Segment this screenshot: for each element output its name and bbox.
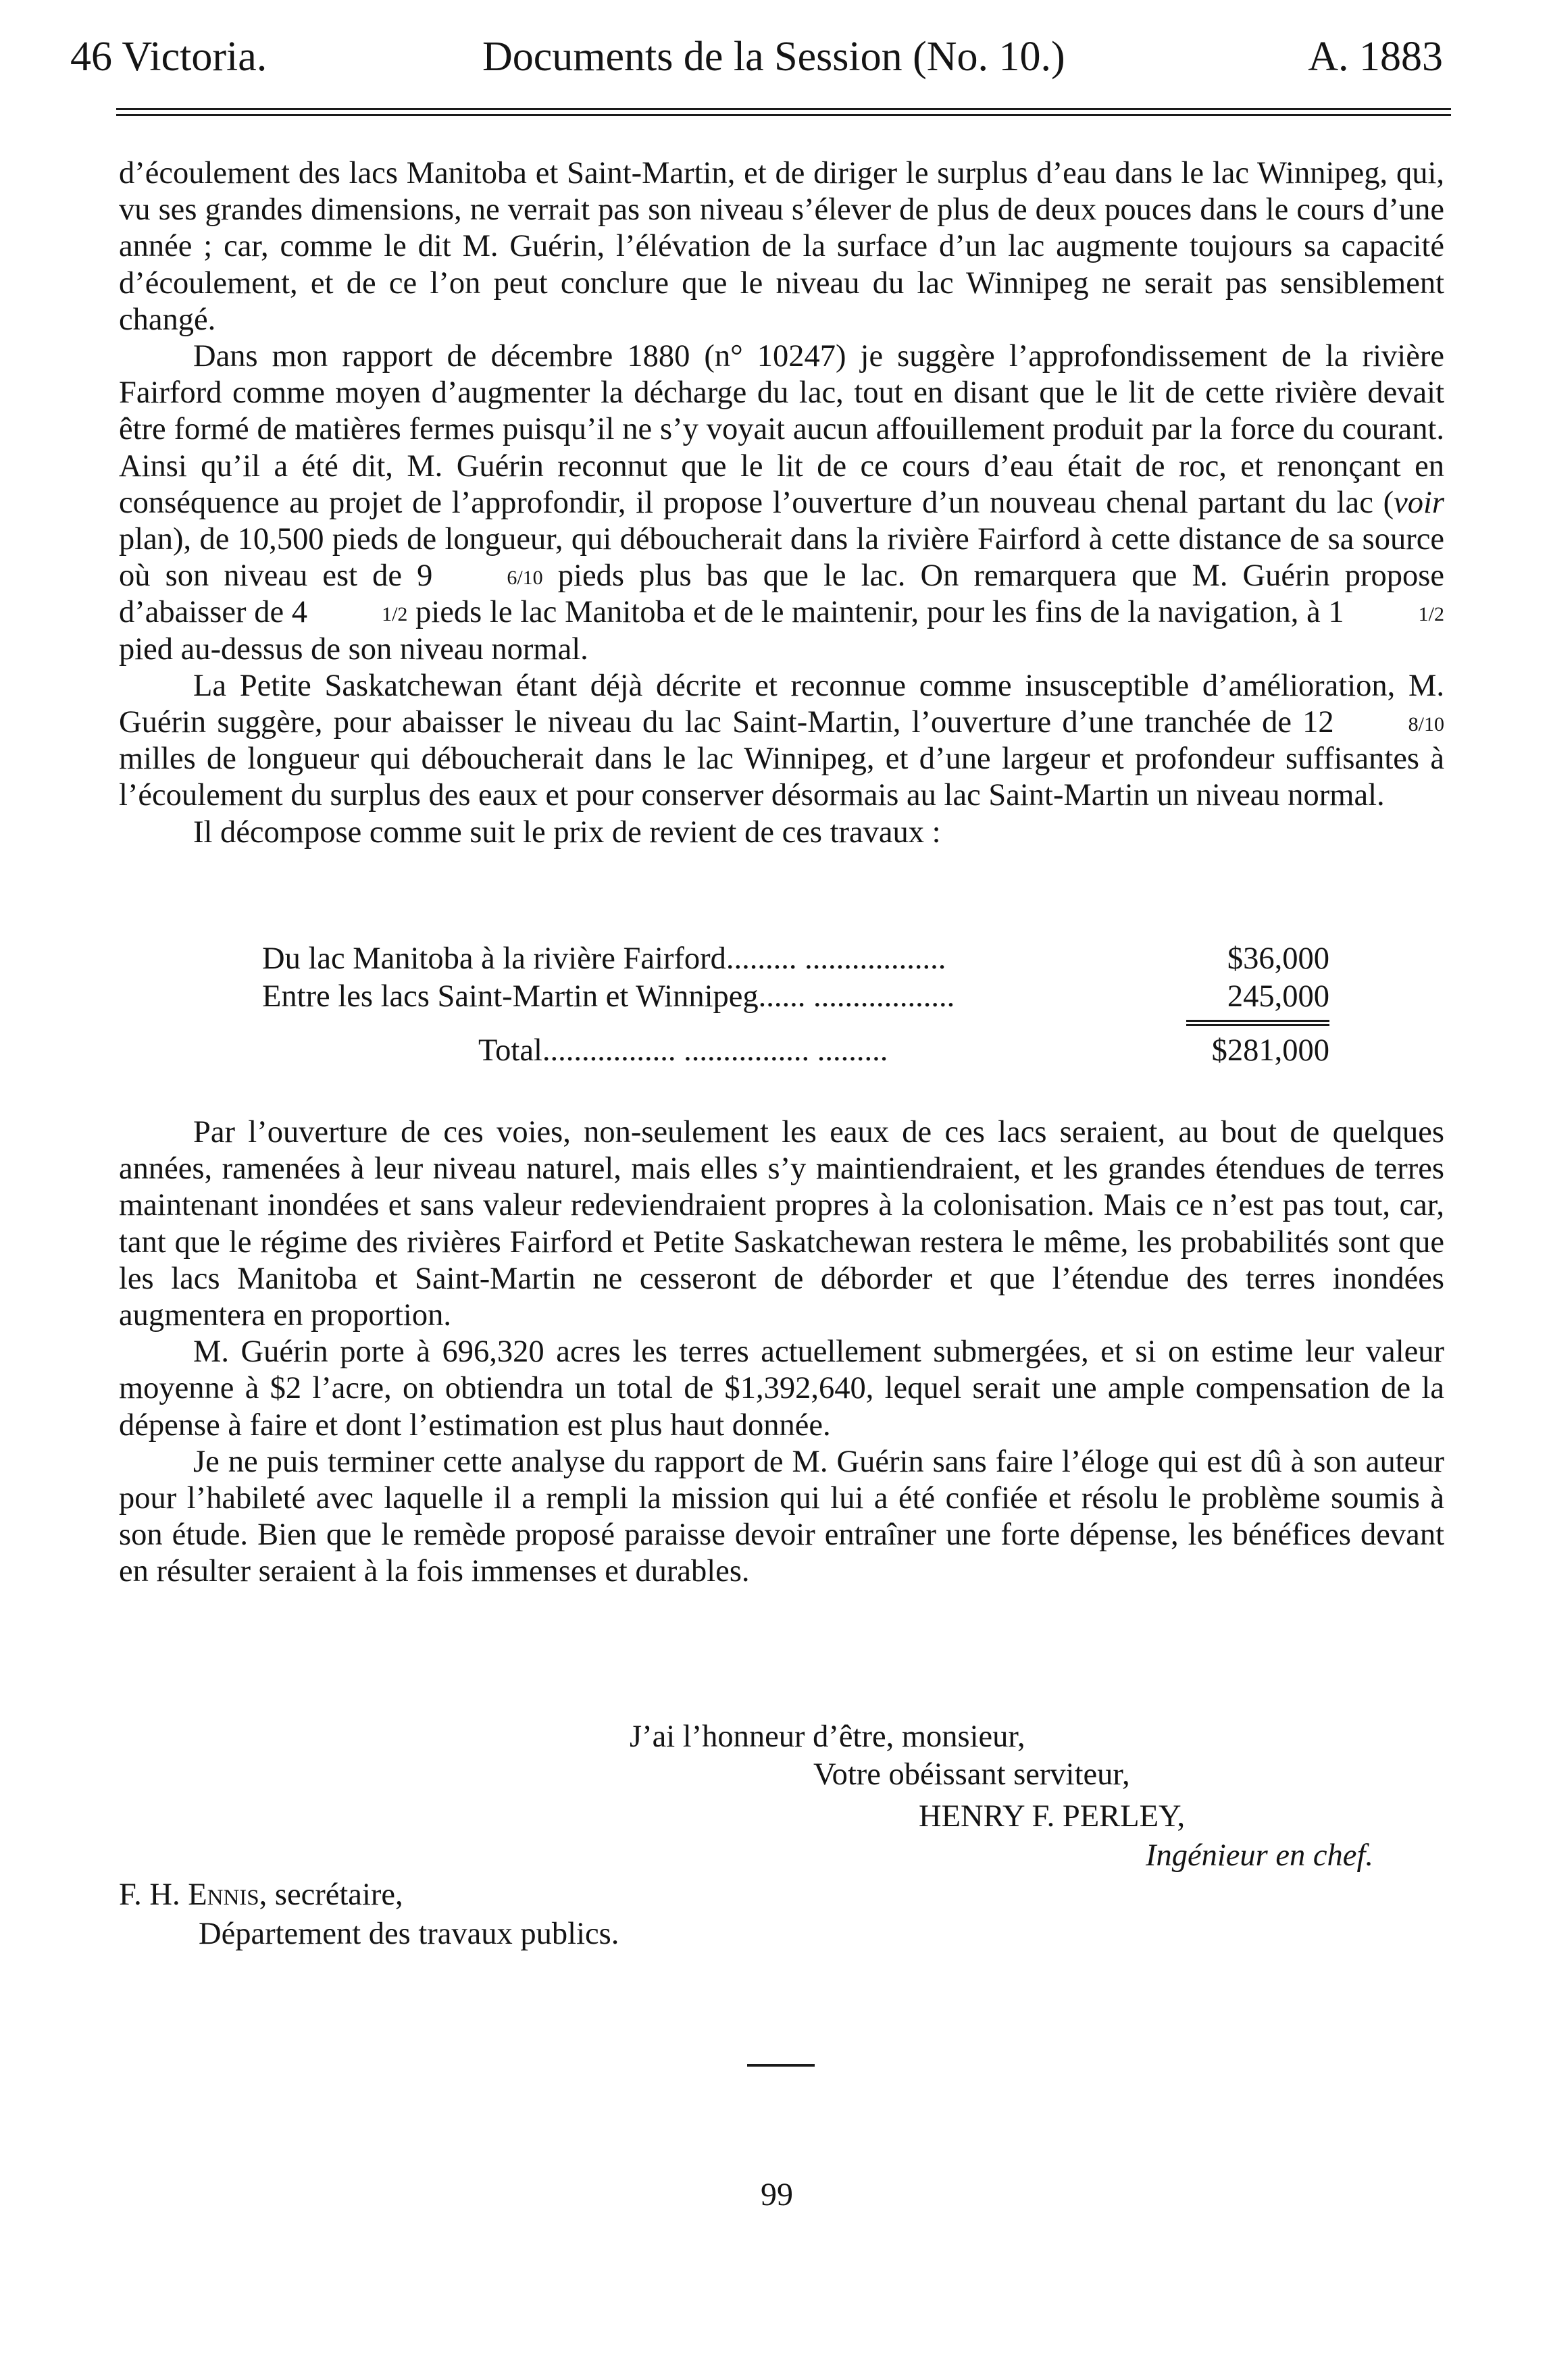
fraction: 1/2 — [1418, 603, 1445, 626]
paragraph-saskatchewan — [119, 668, 1444, 814]
signer-name: HENRY F. PERLEY, — [919, 1799, 1186, 1834]
text-run: pied au-dessus de son niveau normal. — [119, 631, 588, 667]
addressee-initials: F. H. — [119, 1878, 180, 1912]
total-rule-bottom — [1186, 1024, 1329, 1026]
body-upper — [119, 155, 1444, 851]
cost-label: Entre les lacs Saint-Martin et Winnipeg...... .................. — [262, 979, 955, 1014]
fraction: 8/10 — [1408, 713, 1444, 736]
total-amount: $281,000 — [1211, 1033, 1329, 1068]
cost-row — [262, 940, 1329, 978]
closing-honneur: J’ai l’honneur d’être, monsieur, — [630, 1719, 1025, 1754]
text-run: pieds le lac Manitoba et de le maintenir, pour les fins de la navigation, à 1 — [407, 595, 1344, 630]
addressee-role: , secrétaire, — [259, 1878, 403, 1912]
total-label: Total................. ................ ......... — [478, 1033, 888, 1068]
cost-table — [262, 940, 1329, 1070]
header-double-rule — [116, 108, 1451, 116]
fraction: 1/2 — [382, 603, 408, 626]
text-run: Dans mon rapport de décembre 1880 (n° 10247) je suggère l’approfondissement de la rivière Fairford comme moyen d’augmenter la décharge du lac, tout en disant que le lit de cette rivière devait être formé de matières fermes puisqu’il ne s’y voyait aucun affouillement produit par la force du courant. Ainsi qu’il a été dit, M. Guérin reconnut que le lit de ce cours d’eau était de roc, et renonçant en conséquence au projet de l’approfondir, il propose l’ouverture d’un nouveau chenal partant du lac ( — [119, 339, 1444, 520]
cost-total-row — [262, 1032, 1329, 1070]
addressee-department: Département des travaux publics. — [199, 1917, 619, 1951]
cost-label: Du lac Manitoba à la rivière Fairford......... .................. — [262, 941, 946, 976]
header-title: Documents de la Session (No. 10.) — [482, 34, 1065, 80]
text-run: La Petite Saskatchewan étant déjà décrite et reconnue comme insusceptible d’amélioration, M. Guérin suggère, pour abaisser le niveau du lac Saint-Martin, l’ouverture d’une tranchée de 12 — [119, 668, 1444, 740]
text-run: plan), de 10,500 pieds de longueur, qui déboucherait dans la rivière Fairford à cette distance de sa source où son niveau est de 9 — [119, 522, 1444, 594]
signer-title: Ingénieur en chef. — [1146, 1838, 1373, 1873]
header-session: 46 Victoria. — [70, 34, 268, 80]
cost-amount: 245,000 — [1227, 979, 1329, 1014]
text-run-italic: voir — [1394, 485, 1444, 520]
total-rule-top — [1186, 1020, 1329, 1022]
text-run: pieds plus bas que le lac. On remarquera que M. Guérin propose d’abaisser de 4 — [119, 559, 1444, 630]
body-lower — [119, 1114, 1444, 1590]
cost-amount: $36,000 — [1227, 941, 1329, 976]
paragraph-cost-intro: Il décompose comme suit le prix de revient de ces travaux : — [193, 814, 941, 850]
addressee — [119, 1876, 403, 1914]
running-header — [62, 28, 1443, 85]
paragraph-rapport — [119, 338, 1444, 668]
header-year: A. 1883 — [1308, 34, 1443, 80]
text-run: milles de longueur qui déboucherait dans le lac Winnipeg, et d’une largeur et profondeur suffisantes à l’écoulement du surplus des eaux et pour conserver désormais au lac Saint-Martin un niveau normal. — [119, 742, 1444, 813]
page-number: 99 — [761, 2177, 793, 2213]
cost-row — [262, 978, 1329, 1016]
closing-serviteur: Votre obéissant serviteur, — [813, 1757, 1130, 1792]
addressee-name: Ennis — [188, 1878, 259, 1912]
footer-rule — [747, 2064, 815, 2067]
fraction: 6/10 — [507, 567, 543, 590]
paragraph-acres: M. Guérin porte à 696,320 acres les terres actuellement submergées, et si on estime leur valeur moyenne à $2 l’acre, on obtiendra un total de $1,392,640, lequel serait une ample compensation de la dépense à faire et dont l’estimation est plus haut donnée. — [119, 1335, 1444, 1443]
paragraph-continuation: d’écoulement des lacs Manitoba et Saint-Martin, et de diriger le surplus d’eau dans le lac Winnipeg, qui, vu ses grandes dimensions, ne verrait pas son niveau s’élever de plus de deux pouces dans le cours d’une année ; car, comme le dit M. Guérin, l’élévation de la surface d’un lac augmente toujours sa capacité d’écoulement, et de ce l’on peut conclure que le niveau du lac Winnipeg ne serait pas sensiblement changé. — [119, 156, 1444, 337]
paragraph-voies: Par l’ouverture de ces voies, non-seulement les eaux de ces lacs seraient, au bout de quelques années, ramenées à leur niveau naturel, mais elles s’y maintiendraient, et les grandes étendues de terres maintenant inondées et sans valeur redeviendraient propres à la colonisation. Mais ce n’est pas tout, car, tant que le régime des rivières Fairford et Petite Saskatchewan restera le même, les probabilités sont que les lacs Manitoba et Saint-Martin ne cesseront de déborder et que l’étendue des terres inondées augmentera en proportion. — [119, 1115, 1444, 1333]
paragraph-eloge: Je ne puis terminer cette analyse du rapport de M. Guérin sans faire l’éloge qui est dû à son auteur pour l’habileté avec laquelle il a rempli la mission qui lui a été confiée et résolu le problème soumis à son étude. Bien que le remède proposé paraisse devoir entraîner une forte dépense, les bénéfices devant en résulter seraient à la fois immenses et durables. — [119, 1444, 1444, 1589]
